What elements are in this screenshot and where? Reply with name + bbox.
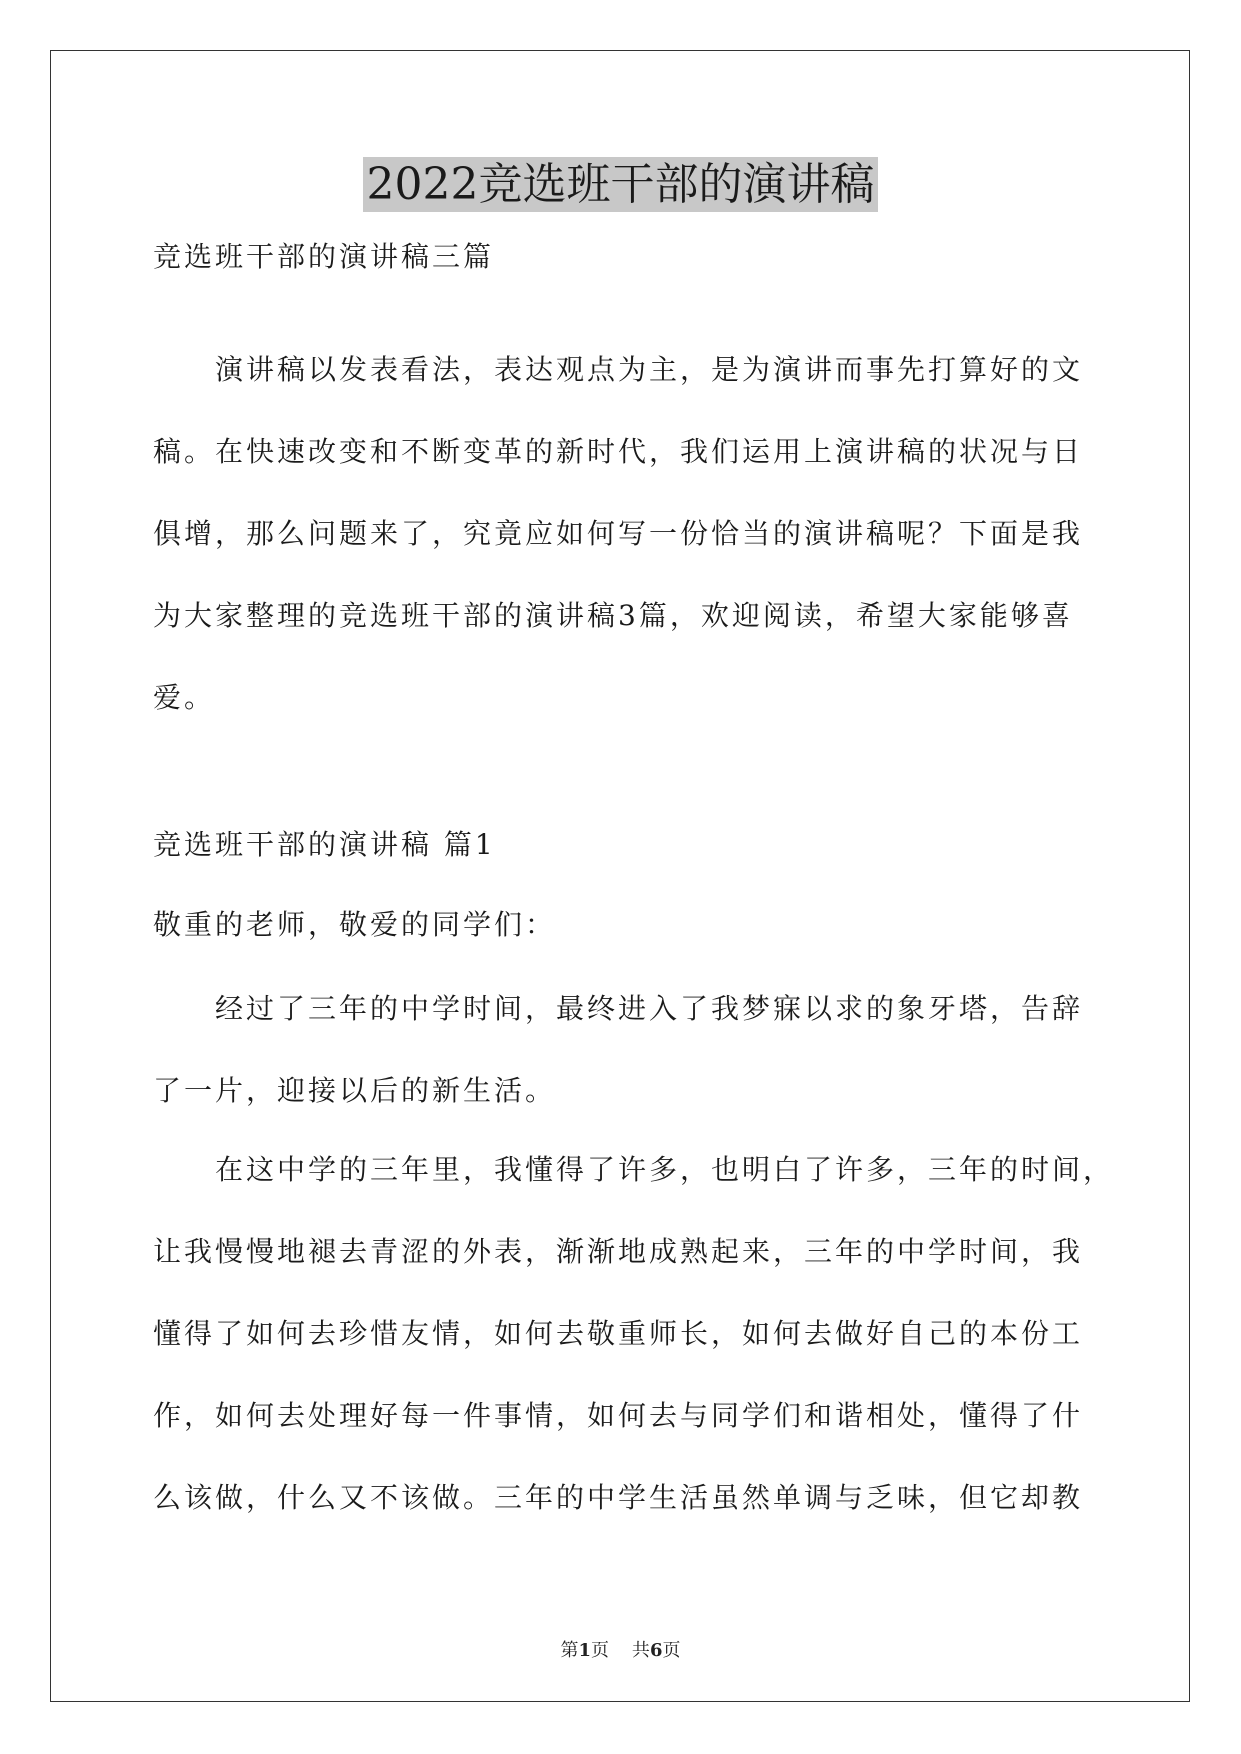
- section-heading: 竞选班干部的演讲稿 篇1: [153, 828, 496, 861]
- total-page-number: 6: [649, 1640, 663, 1661]
- intro-line: 稿。在快速改变和不断变革的新时代，我们运用上演讲稿的状况与日: [153, 435, 1084, 468]
- paragraph-2: [153, 1129, 1115, 1539]
- paragraph-line: 么该做，什么又不该做。三年的中学生活虽然单调与乏味，但它却教: [153, 1481, 1084, 1514]
- paragraph-line: 在这中学的三年里，我懂得了许多，也明白了许多，三年的时间，: [215, 1153, 1115, 1186]
- paragraph-line: 作，如何去处理好每一件事情，如何去与同学们和谐相处，懂得了什: [153, 1399, 1084, 1432]
- paragraph-line: 让我慢慢地褪去青涩的外表，渐渐地成熟起来，三年的中学时间，我: [153, 1235, 1084, 1268]
- intro-line: 爱。: [153, 681, 216, 714]
- footer-suffix: 页: [662, 1640, 681, 1661]
- paragraph-1: [153, 968, 1098, 1132]
- paragraph-line: 懂得了如何去珍惜友情，如何去敬重师长，如何去做好自己的本份工: [153, 1317, 1084, 1350]
- footer-mid: 页 共: [591, 1640, 650, 1661]
- intro-paragraph: [153, 329, 1098, 739]
- current-page-number: 1: [578, 1640, 592, 1661]
- document-title: 2022竞选班干部的演讲稿: [0, 160, 1241, 210]
- subtitle: 竞选班干部的演讲稿三篇: [153, 240, 495, 273]
- page-footer: [0, 1636, 1241, 1662]
- intro-line: 俱增，那么问题来了，究竟应如何写一份恰当的演讲稿呢？下面是我: [153, 517, 1084, 550]
- paragraph-line: 经过了三年的中学时间，最终进入了我梦寐以求的象牙塔，告辞: [215, 992, 1084, 1025]
- greeting: 敬重的老师，敬爱的同学们：: [153, 908, 557, 941]
- intro-line: 演讲稿以发表看法，表达观点为主，是为演讲而事先打算好的文: [215, 353, 1084, 386]
- intro-line: 为大家整理的竞选班干部的演讲稿3篇，欢迎阅读，希望大家能够喜: [153, 599, 1073, 632]
- footer-prefix: 第: [560, 1640, 579, 1661]
- paragraph-line: 了一片，迎接以后的新生活。: [153, 1074, 557, 1107]
